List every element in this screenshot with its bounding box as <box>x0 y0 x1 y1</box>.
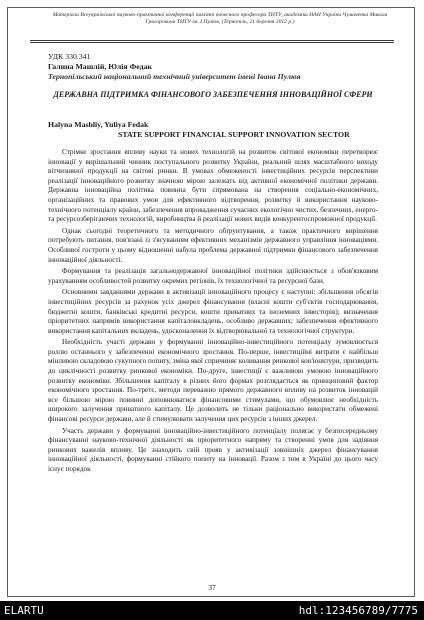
conference-header: Матеріали Всеукраїнської науково-практичної конференції пам'яті почесного професора ТНТУ, академіка НАН України Чумаченка Миколи Григоровича ТНТУ ім. І.Пулюя, (Тернопіль, 21 березня 2012 р.) <box>52 12 388 25</box>
article-title-uk: ДЕРЖАВНА ПІДТРИМКА ФІНАНСОВОГО ЗАБЕЗПЕЧЕННЯ ІННОВАЦІЙНОЇ СФЕРИ <box>53 90 373 99</box>
paragraph: Участь держави у формуванні інноваційно-інвестиційного потенціалу полягає у безпосередньому фінансуванні науково-технічної діяльності як пріоритетного напряму та створенні умов для задіяння ринкових важелів впливу. Це знаходить свій прояв у активізації зовнішніх джерел фінансування інноваційної діяльності, формуванні стійкого попиту на інновації. Разом з тим в Україні до цього часу існує порядок <box>48 426 378 473</box>
repository-name: ELARTU <box>4 604 44 617</box>
paragraph: Необхідність участі держави у формуванні інноваційно-інвестиційного потенціалу зумовлюється роллю останнього у забезпеченні економічного зростання. По-перше, інвестиційні витрати є найбільш мінливою складовою сукупного попиту, зміна якої спричиняє коливання ринкової кон'юнктури, призводить до циклічності розвитку ринкової економіки. По-друге, інвестиції є важливою умовою інноваційного розвитку економіки. Збільшення капіталу в різних його формах розглядається як принциповий фактор економічного зростання. По-третє, методи переважно прямого державного впливу на розвиток інновацій все більшою мірою повинні доповнюватися фінансовими стимулами, що обумовлює необхідність широкого залучення приватного капіталу. Це дозволить не тільки раціонально використати обмежені фінансові ресурси держави, але й стимулювати залучення цих ресурсів з інших джерел. <box>48 338 378 424</box>
page-number: 37 <box>208 583 216 592</box>
article-title-en: STATE SUPPORT FINANCIAL SUPPORT INNOVATION SECTOR <box>118 130 350 139</box>
paragraph: Стрімке зростання впливу науки та нових технологій на розвиток світової економіки перетворює інновації у вирішальний чинник поступального розвитку України, реальний шлях масштабного виходу вітчизняної продукції на світові ринки. В умовах обмеженості інвестиційних ресурсів перспективи реалізації інноваційного розвитку значною мірою залежать від активної економічної політики держави. Державна інноваційна політика повинна бути спрямована на створення соціально-економічних, організаційних та правових умов для ефективного відтворення, розвитку й використання науково-технічного потенціалу країни, забезпечення впровадження сучасних екологічно чистих, безпечних, енерго- та ресурсозберігаючих технологій, виробництва й реалізації нових видів конкурентоспроможної продукції. <box>48 148 378 224</box>
paragraph: Основними завданнями держави в активізації інноваційного процесу є наступні: збільшення обсягів інвестиційних ресурсів за рахунок усіх джерел фінансування (власні кошти суб'єктів господарювання, бюджетні кошти, банківські кредитні ресурси, кошти приватних та іноземних інвесторів); визначення пріоритетних напрямів використання капіталовкладень, особливо державних; забезпечення ефективного використання капітальних вкладень, удосконалення їх відтворювальної та технологічної структури. <box>48 288 378 335</box>
paragraph: Формування та реалізація загальнодержавної інноваційної політики здійснюється з обов'язковим урахуванням особливостей розвитку окремих регіонів, їх технологічної та ресурсної бази. <box>48 267 378 285</box>
header-rule-secondary <box>30 42 394 43</box>
authors-en: Halyna Mashliy, Yuliya Fedak <box>48 120 149 129</box>
handle-id[interactable]: hdl:123456789/7775 <box>298 604 418 617</box>
article-body <box>48 148 378 546</box>
udk-code: УДК 330.341 <box>48 52 91 61</box>
repository-bar <box>0 601 424 620</box>
authors: Галина Машлій, Юлія Федак <box>48 62 152 71</box>
affiliation: Тернопільський національний технічний університет імені Івана Пулюя <box>48 72 301 81</box>
paragraph: Однак сьогодні теоретичного та методичного обґрунтування, а також практичного вирішення потребують питання, пов'язані із з'ясуванням ефективних механізмів державного управління інноваціями. Особливої гостроти у цьому відношенні набула проблема державної підтримки фінансового забезпечення інноваційної діяльності. <box>48 226 378 264</box>
header-rule <box>30 40 394 41</box>
